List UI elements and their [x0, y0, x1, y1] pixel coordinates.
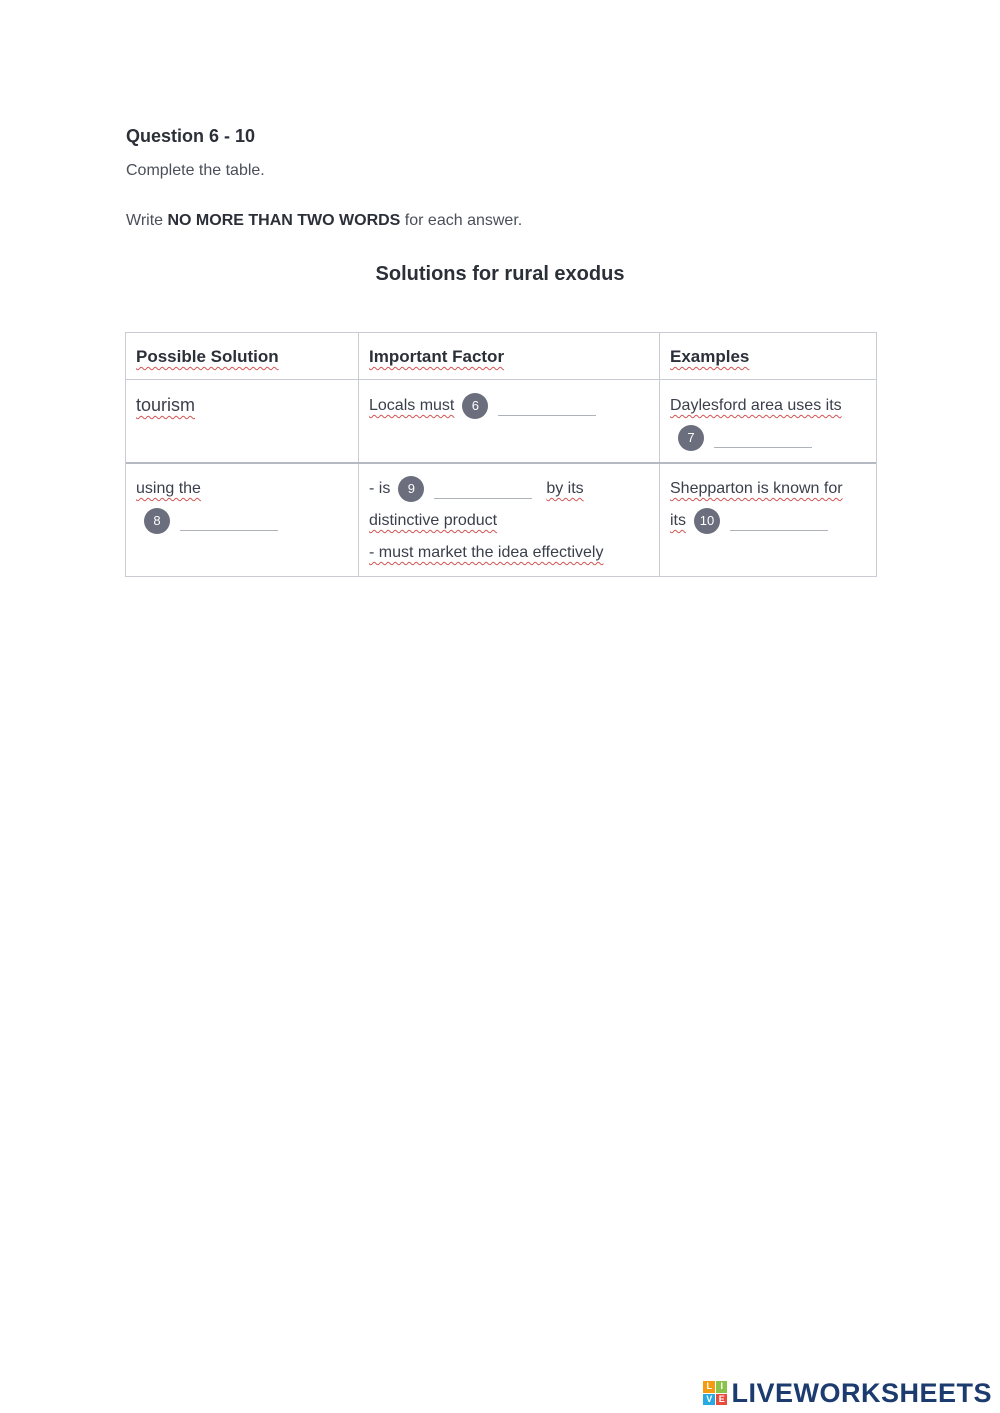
logo-text: LIVEWORKSHEETS	[731, 1377, 992, 1408]
instruction-prefix: Write	[126, 212, 168, 229]
column-divider	[659, 333, 660, 576]
row1-factor: Locals must 6	[369, 390, 596, 422]
answer-badge-6: 6	[462, 393, 488, 419]
instruction-word-limit-bold: NO MORE THAN TWO WORDS	[167, 212, 401, 229]
row1-solution: tourism	[136, 395, 196, 415]
answer-blank-7[interactable]	[714, 427, 812, 448]
answer-badge-8: 8	[144, 508, 170, 534]
instruction-word-limit	[126, 212, 522, 230]
logo-mark-icon: L I V E	[703, 1381, 727, 1405]
instruction-suffix: for each answer.	[400, 212, 523, 229]
answer-badge-10: 10	[694, 508, 720, 534]
row-divider	[126, 462, 876, 464]
column-divider	[358, 333, 359, 576]
table-title: Solutions for rural exodus	[375, 263, 625, 285]
instruction-complete-table: Complete the table.	[126, 162, 265, 179]
row2-solution: using the	[136, 480, 201, 497]
row1-example: Daylesford area uses its	[670, 397, 842, 414]
question-title: Question 6 - 10	[126, 126, 256, 146]
answer-blank-6[interactable]	[498, 395, 596, 416]
header-examples: Examples	[670, 347, 750, 366]
header-possible-solution: Possible Solution	[136, 347, 279, 366]
answer-blank-8[interactable]	[180, 510, 278, 531]
row2-example-answer: its 10	[670, 505, 828, 537]
answer-badge-9: 9	[398, 476, 424, 502]
row2-example: Shepparton is known for	[670, 480, 843, 497]
row2-solution-answer	[136, 505, 278, 537]
answer-badge-7: 7	[678, 425, 704, 451]
row-divider	[126, 379, 876, 380]
row2-factor-line3: - must market the idea effectively	[369, 544, 604, 561]
header-important-factor: Important Factor	[369, 347, 505, 366]
row1-example-answer	[670, 422, 812, 454]
answer-blank-9[interactable]	[434, 478, 532, 499]
answer-blank-10[interactable]	[730, 510, 828, 531]
row2-factor: - is 9 by its	[369, 473, 584, 505]
answer-table	[125, 332, 877, 577]
liveworksheets-logo	[703, 1376, 992, 1410]
row2-factor-line2: distinctive product	[369, 512, 498, 529]
